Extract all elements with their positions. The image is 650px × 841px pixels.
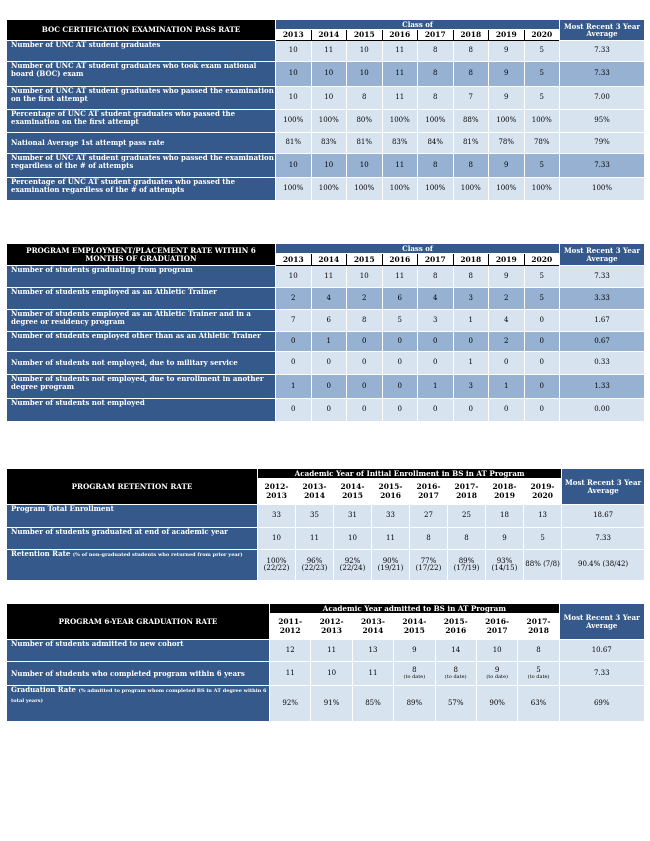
data-cell: 0 [453, 399, 489, 422]
row-label: Retention Rate [11, 549, 71, 558]
data-cell: 0 [524, 399, 560, 422]
data-cell: 81% [453, 133, 489, 154]
avg-cell: 18.67 [562, 505, 645, 528]
employment-avg-header: Most Recent 3 Year Average [560, 244, 645, 266]
row-label: Number of students graduating from program [7, 266, 276, 288]
graduation-year: 2017-2018 [518, 614, 559, 640]
retention-rate-table [6, 468, 645, 581]
data-cell: 90% (19/21) [372, 550, 410, 581]
table-row [7, 266, 645, 288]
avg-cell: 7.33 [560, 154, 645, 178]
data-cell: 11 [311, 640, 352, 662]
data-cell: 2 [489, 332, 525, 352]
employment-year: 2019 [489, 254, 525, 266]
boc-year: 2017 [418, 30, 454, 41]
data-cell [435, 662, 476, 686]
boc-year: 2016 [382, 30, 418, 41]
data-cell: 89% [394, 686, 435, 722]
cell-note: (to date) [403, 673, 426, 680]
avg-cell: 3.33 [560, 288, 645, 310]
retention-year: 2019-2020 [524, 479, 562, 505]
data-cell: 10 [347, 154, 383, 178]
data-cell: 57% [435, 686, 476, 722]
graduation-rate-label [7, 686, 270, 722]
data-cell: 8 [347, 87, 383, 110]
retention-year: 2017-2018 [448, 479, 486, 505]
data-cell: 100% (22/22) [258, 550, 296, 581]
data-cell: 35 [296, 505, 334, 528]
data-cell: 3 [453, 288, 489, 310]
data-cell: 0 [418, 399, 454, 422]
data-cell: 2 [276, 288, 312, 310]
table-row [7, 62, 645, 87]
data-cell: 10 [311, 87, 347, 110]
data-cell: 11 [372, 528, 410, 550]
data-cell: 25 [448, 505, 486, 528]
data-cell: 1 [489, 375, 525, 399]
data-cell: 0 [489, 352, 525, 375]
data-cell: 8 [418, 154, 454, 178]
boc-year: 2015 [347, 30, 383, 41]
table-row [7, 178, 645, 201]
cell-note: (to date) [486, 673, 508, 680]
data-cell [270, 662, 311, 686]
data-cell: 89% (17/19) [448, 550, 486, 581]
data-cell: 7 [276, 310, 312, 332]
graduation-year: 2015-2016 [435, 614, 476, 640]
table-row [7, 528, 645, 550]
data-cell: 8 [418, 41, 454, 62]
row-label: Number of students who completed program within 6 years [7, 662, 270, 686]
row-label: Number of students not employed [7, 399, 276, 422]
boc-year: 2014 [311, 30, 347, 41]
data-cell: 1 [311, 332, 347, 352]
avg-cell: 7.33 [559, 662, 644, 686]
table-row [7, 288, 645, 310]
data-cell: 0 [489, 399, 525, 422]
data-cell: 5 [524, 87, 560, 110]
data-cell: 18 [486, 505, 524, 528]
data-cell: 100% [524, 178, 560, 201]
boc-avg-header: Most Recent 3 Year Average [560, 20, 645, 41]
row-label: Number of students employed as an Athletic Trainer [7, 288, 276, 310]
data-cell: 1 [276, 375, 312, 399]
employment-year: 2015 [347, 254, 383, 266]
graduation-title: PROGRAM 6-YEAR GRADUATION RATE [7, 604, 270, 640]
data-cell: 10 [347, 41, 383, 62]
data-cell: 5 [524, 266, 560, 288]
data-cell: 77% (17/22) [410, 550, 448, 581]
data-cell: 2 [489, 288, 525, 310]
data-cell: 13 [352, 640, 393, 662]
row-label: Number of UNC AT student graduates who passed the examination regardless of the # of attempts [7, 154, 276, 178]
data-cell: 0 [276, 399, 312, 422]
data-cell: 10 [347, 62, 383, 87]
row-label: Program Total Enrollment [7, 505, 258, 528]
data-cell: 81% [276, 133, 312, 154]
data-cell: 8 [418, 62, 454, 87]
data-cell: 10 [476, 640, 517, 662]
data-cell: 0 [311, 399, 347, 422]
data-cell: 9 [489, 154, 525, 178]
data-cell: 10 [276, 41, 312, 62]
cell-note: (to date) [527, 673, 550, 680]
data-cell: 5 [524, 41, 560, 62]
employment-year: 2017 [418, 254, 454, 266]
data-cell: 9 [489, 266, 525, 288]
employment-rate-table [6, 243, 645, 422]
data-cell: 0 [276, 332, 312, 352]
data-cell: 12 [270, 640, 311, 662]
boc-title: BOC CERTIFICATION EXAMINATION PASS RATE [7, 20, 276, 41]
row-label: Percentage of UNC AT student graduates who passed the examination on the first attempt [7, 110, 276, 133]
avg-cell: 0.67 [560, 332, 645, 352]
data-cell: 85% [352, 686, 393, 722]
data-cell: 5 [382, 310, 418, 332]
cell-value: 5 [536, 666, 541, 674]
employment-class-of-header: Class of [276, 244, 560, 254]
graduation-year: 2011-2012 [270, 614, 311, 640]
data-cell: 100% [382, 110, 418, 133]
retention-year: 2014-2015 [334, 479, 372, 505]
data-cell: 88% [453, 110, 489, 133]
boc-year: 2020 [524, 30, 560, 41]
row-label: Number of students admitted to new cohort [7, 640, 270, 662]
graduation-avg-header: Most Recent 3 Year Average [559, 604, 644, 640]
data-cell: 9 [486, 528, 524, 550]
data-cell: 11 [382, 266, 418, 288]
retention-year: 2012-2013 [258, 479, 296, 505]
avg-cell: 95% [560, 110, 645, 133]
data-cell: 10 [276, 62, 312, 87]
data-cell: 5 [524, 528, 562, 550]
avg-cell: 10.67 [559, 640, 644, 662]
row-label-note: (% admitted to program whom completed BS in AT degree within 6 total years) [11, 688, 267, 704]
data-cell: 0 [418, 352, 454, 375]
table-row [7, 332, 645, 352]
data-cell: 8 [453, 154, 489, 178]
data-cell: 11 [382, 154, 418, 178]
row-label: Number of UNC AT student graduates who passed the examination on the first attempt [7, 87, 276, 110]
data-cell: 5 [524, 62, 560, 87]
data-cell: 0 [347, 399, 383, 422]
data-cell: 4 [418, 288, 454, 310]
cell-value: 8 [453, 666, 458, 674]
table-row [7, 310, 645, 332]
data-cell: 1 [453, 352, 489, 375]
avg-cell: 7.33 [560, 41, 645, 62]
data-cell: 11 [382, 41, 418, 62]
avg-cell: 0.00 [560, 399, 645, 422]
retention-year: 2015-2016 [372, 479, 410, 505]
data-cell: 0 [276, 352, 312, 375]
data-cell: 0 [347, 352, 383, 375]
data-cell: 6 [382, 288, 418, 310]
data-cell: 88% (7/8) [524, 550, 562, 581]
data-cell: 0 [524, 375, 560, 399]
row-label: Number of UNC AT student graduates [7, 41, 276, 62]
cell-value: 11 [285, 668, 295, 677]
data-cell: 4 [311, 288, 347, 310]
avg-cell: 7.33 [560, 62, 645, 87]
data-cell: 33 [372, 505, 410, 528]
data-cell: 1 [418, 375, 454, 399]
data-cell: 4 [489, 310, 525, 332]
data-cell: 100% [418, 178, 454, 201]
row-label: National Average 1st attempt pass rate [7, 133, 276, 154]
retention-rate-label [7, 550, 258, 581]
data-cell [476, 662, 517, 686]
employment-year: 2020 [524, 254, 560, 266]
table-row [7, 110, 645, 133]
table-row [7, 87, 645, 110]
data-cell: 10 [347, 266, 383, 288]
data-cell: 100% [382, 178, 418, 201]
data-cell: 11 [311, 41, 347, 62]
retention-title: PROGRAM RETENTION RATE [7, 469, 258, 505]
table-row [7, 662, 645, 686]
data-cell: 31 [334, 505, 372, 528]
data-cell: 8 [453, 266, 489, 288]
data-cell: 0 [347, 375, 383, 399]
row-label: Graduation Rate [11, 685, 77, 694]
retention-year: 2013-2014 [296, 479, 334, 505]
boc-year: 2019 [489, 30, 525, 41]
data-cell: 78% [524, 133, 560, 154]
data-cell [352, 662, 393, 686]
avg-cell: 69% [559, 686, 644, 722]
data-cell: 27 [410, 505, 448, 528]
row-label: Number of students employed other than as an Athletic Trainer [7, 332, 276, 352]
table-row [7, 154, 645, 178]
table-row [7, 399, 645, 422]
data-cell [518, 662, 559, 686]
data-cell [394, 662, 435, 686]
data-cell: 100% [311, 110, 347, 133]
data-cell: 11 [311, 266, 347, 288]
boc-class-of-header: Class of [276, 20, 560, 30]
table-row [7, 375, 645, 399]
data-cell: 8 [418, 266, 454, 288]
data-cell: 0 [524, 352, 560, 375]
data-cell: 1 [453, 310, 489, 332]
data-cell: 83% [382, 133, 418, 154]
data-cell: 0 [382, 352, 418, 375]
data-cell: 92% (22/24) [334, 550, 372, 581]
row-label: Number of UNC AT student graduates who took exam national board (BOC) exam [7, 62, 276, 87]
graduation-year: 2014-2015 [394, 614, 435, 640]
avg-cell: 100% [560, 178, 645, 201]
data-cell: 10 [258, 528, 296, 550]
data-cell: 8 [453, 41, 489, 62]
data-cell: 8 [410, 528, 448, 550]
data-cell: 100% [311, 178, 347, 201]
data-cell: 0 [382, 399, 418, 422]
data-cell: 9 [394, 640, 435, 662]
retention-year: 2018-2019 [486, 479, 524, 505]
data-cell: 91% [311, 686, 352, 722]
cell-value: 9 [494, 666, 500, 674]
data-cell: 10 [276, 87, 312, 110]
employment-year: 2013 [276, 254, 312, 266]
data-cell: 100% [347, 178, 383, 201]
boc-year: 2018 [453, 30, 489, 41]
data-cell: 11 [296, 528, 334, 550]
data-cell: 100% [276, 178, 312, 201]
data-cell: 11 [382, 62, 418, 87]
data-cell: 14 [435, 640, 476, 662]
data-cell: 13 [524, 505, 562, 528]
avg-cell: 7.33 [562, 528, 645, 550]
row-label-note: (% of non-graduated students who returned from prior year) [72, 552, 243, 558]
boc-pass-rate-table [6, 19, 645, 201]
row-label: Number of students employed as an Athletic Trainer and in a degree or residency program [7, 310, 276, 332]
data-cell: 90% [476, 686, 517, 722]
data-cell: 81% [347, 133, 383, 154]
data-cell: 93% (14/15) [486, 550, 524, 581]
data-cell: 10 [311, 154, 347, 178]
data-cell: 0 [311, 352, 347, 375]
data-cell: 8 [418, 87, 454, 110]
table-row [7, 133, 645, 154]
data-cell: 11 [382, 87, 418, 110]
data-cell: 100% [418, 110, 454, 133]
data-cell: 5 [524, 288, 560, 310]
table-row [7, 41, 645, 62]
data-cell: 7 [453, 87, 489, 110]
boc-year: 2013 [276, 30, 312, 41]
data-cell: 8 [453, 62, 489, 87]
row-label: Percentage of UNC AT student graduates who passed the examination regardless of the # of attempts [7, 178, 276, 201]
table-row [7, 505, 645, 528]
data-cell: 83% [311, 133, 347, 154]
employment-year: 2016 [382, 254, 418, 266]
data-cell: 0 [418, 332, 454, 352]
avg-cell: 79% [560, 133, 645, 154]
data-cell: 6 [311, 310, 347, 332]
cell-value: 8 [412, 666, 417, 674]
row-label: Number of students not employed, due to enrollment in another degree program [7, 375, 276, 399]
data-cell: 8 [347, 310, 383, 332]
data-cell: 0 [524, 332, 560, 352]
data-cell: 100% [489, 110, 525, 133]
data-cell: 0 [382, 375, 418, 399]
table-row [7, 686, 645, 722]
avg-cell: 1.67 [560, 310, 645, 332]
data-cell: 0 [382, 332, 418, 352]
cell-value: 10 [327, 668, 337, 677]
employment-year: 2018 [453, 254, 489, 266]
avg-cell: 7.00 [560, 87, 645, 110]
data-cell: 8 [448, 528, 486, 550]
data-cell: 100% [276, 110, 312, 133]
avg-cell: 7.33 [560, 266, 645, 288]
data-cell: 10 [276, 154, 312, 178]
employment-year: 2014 [311, 254, 347, 266]
graduation-year: 2012-2013 [311, 614, 352, 640]
avg-cell: 1.33 [560, 375, 645, 399]
graduation-rate-table [6, 603, 645, 722]
data-cell: 10 [311, 62, 347, 87]
data-cell: 9 [489, 62, 525, 87]
graduation-year: 2016-2017 [476, 614, 517, 640]
graduation-group-header: Academic Year admitted to BS in AT Program [270, 604, 560, 614]
retention-year: 2016-2017 [410, 479, 448, 505]
data-cell: 63% [518, 686, 559, 722]
data-cell: 0 [311, 375, 347, 399]
data-cell: 78% [489, 133, 525, 154]
data-cell: 84% [418, 133, 454, 154]
data-cell: 100% [489, 178, 525, 201]
cell-note: (to date) [444, 673, 467, 680]
data-cell: 10 [334, 528, 372, 550]
data-cell: 96% (22/23) [296, 550, 334, 581]
retention-avg-header: Most Recent 3 Year Average [562, 469, 645, 505]
data-cell: 9 [489, 87, 525, 110]
data-cell: 100% [524, 110, 560, 133]
data-cell: 100% [453, 178, 489, 201]
avg-cell: 0.33 [560, 352, 645, 375]
table-row [7, 352, 645, 375]
cell-value: 11 [368, 668, 378, 677]
retention-group-header: Academic Year of Initial Enrollment in BS in AT Program [258, 469, 562, 479]
graduation-year: 2013-2014 [352, 614, 393, 640]
data-cell: 3 [418, 310, 454, 332]
row-label: Number of students graduated at end of academic year [7, 528, 258, 550]
avg-cell: 90.4% (38/42) [562, 550, 645, 581]
data-cell: 2 [347, 288, 383, 310]
data-cell: 10 [276, 266, 312, 288]
data-cell: 8 [518, 640, 559, 662]
data-cell: 0 [453, 332, 489, 352]
data-cell: 33 [258, 505, 296, 528]
data-cell: 3 [453, 375, 489, 399]
table-row [7, 640, 645, 662]
data-cell: 80% [347, 110, 383, 133]
data-cell: 92% [270, 686, 311, 722]
data-cell: 9 [489, 41, 525, 62]
employment-title: PROGRAM EMPLOYMENT/PLACEMENT RATE WITHIN 6 MONTHS OF GRADUATION [7, 244, 276, 266]
data-cell: 0 [347, 332, 383, 352]
data-cell: 5 [524, 154, 560, 178]
row-label: Number of students not employed, due to military service [7, 352, 276, 375]
table-row [7, 550, 645, 581]
data-cell [311, 662, 352, 686]
data-cell: 0 [524, 310, 560, 332]
